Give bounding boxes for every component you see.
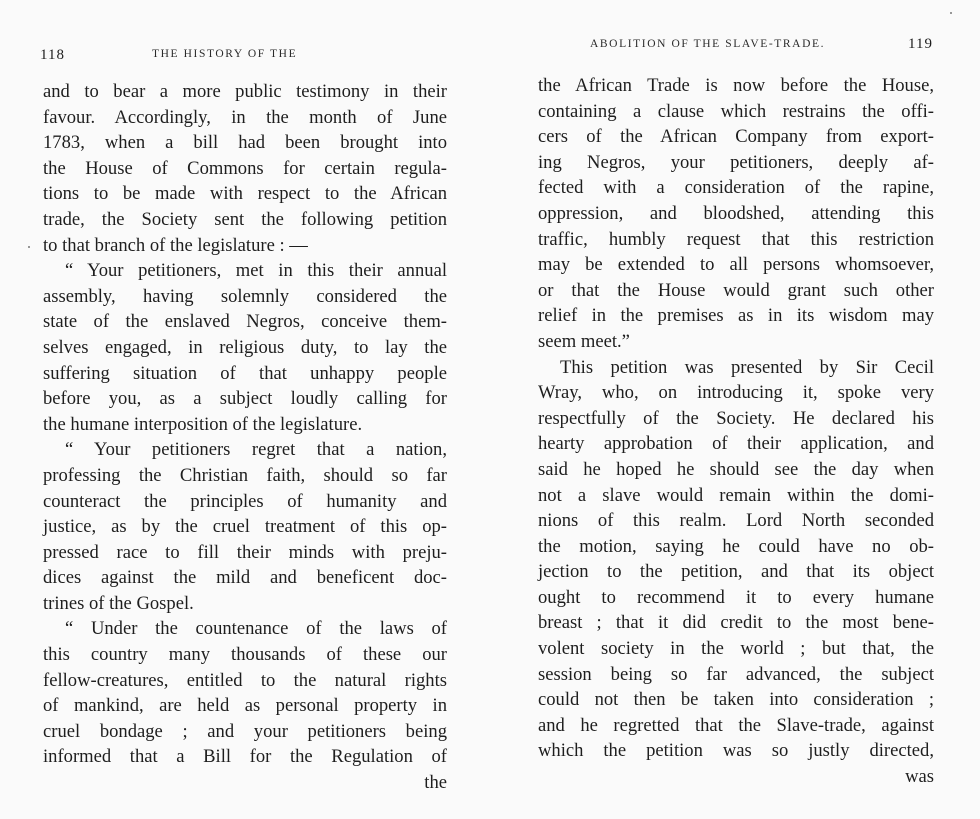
text-line: relief in the premises as in its wisdom may	[538, 305, 934, 327]
right-page	[490, 0, 980, 819]
text-line: “ Your petitioners, met in this their annual	[65, 260, 447, 282]
text-line: assembly, having solemnly considered the	[43, 285, 447, 307]
text-line: state of the enslaved Negros, conceive them-	[43, 311, 447, 333]
text-line: could not then be taken into consideration ;	[538, 689, 934, 711]
text-line: which the petition was so justly directed,	[538, 740, 934, 762]
text-line: before you, as a subject loudly calling for	[43, 388, 447, 410]
text-line: suffering situation of that unhappy people	[43, 362, 447, 384]
text-line: cers of the African Company from export-	[538, 126, 934, 148]
text-line: to that branch of the legislature : —	[43, 234, 308, 256]
text-line: jection to the petition, and that its object	[538, 561, 934, 583]
text-line: or that the House would grant such other	[538, 279, 934, 301]
text-line: ought to recommend it to every humane	[538, 586, 934, 608]
text-line: breast ; that it did credit to the most bene-	[538, 612, 934, 634]
text-line: trines of the Gospel.	[43, 592, 194, 614]
text-line: This petition was presented by Sir Cecil	[560, 356, 934, 378]
running-head-right: ABOLITION OF THE SLAVE-TRADE.	[590, 38, 826, 50]
text-line: respectfully of the Society. He declared his	[538, 407, 934, 429]
text-line: dices against the mild and beneficent doc-	[43, 567, 447, 589]
text-line: of mankind, are held as personal property in	[43, 695, 447, 717]
page-number-right: 119	[908, 36, 933, 52]
text-line: fected with a consideration of the rapine,	[538, 177, 934, 199]
body-text-right	[538, 73, 934, 790]
text-line: containing a clause which restrains the offi-	[538, 100, 934, 122]
text-line: fellow-creatures, entitled to the natural rights	[43, 669, 447, 691]
text-line: this country many thousands of these our	[43, 644, 447, 666]
text-line: session being so far advanced, the subject	[538, 663, 934, 685]
text-line: counteract the principles of humanity and	[43, 490, 447, 512]
text-line: seem meet.”	[538, 330, 630, 352]
text-line: trade, the Society sent the following petition	[43, 208, 447, 230]
text-line: traffic, humbly request that this restriction	[538, 228, 934, 250]
text-line: 1783, when a bill had been brought into	[43, 132, 447, 154]
text-line: justice, as by the cruel treatment of this op-	[43, 516, 447, 538]
text-line: ing Negros, your petitioners, deeply af-	[538, 151, 934, 173]
text-line: and to bear a more public testimony in their	[43, 81, 447, 102]
text-line: nions of this realm. Lord North seconded	[538, 510, 934, 532]
text-line: said he hoped he should see the day when	[538, 458, 934, 480]
ink-speck	[28, 246, 30, 248]
catchword: was	[905, 766, 934, 788]
page-number-left: 118	[40, 47, 65, 63]
text-line: volent society in the world ; but that, the	[538, 638, 934, 660]
text-line: “ Your petitioners regret that a nation,	[65, 439, 447, 461]
text-line: tions to be made with respect to the African	[43, 183, 447, 205]
text-line: oppression, and bloodshed, attending this	[538, 202, 934, 224]
running-head-left: THE HISTORY OF THE	[152, 48, 298, 60]
catchword: the	[424, 772, 447, 794]
text-line: cruel bondage ; and your petitioners being	[43, 720, 447, 742]
text-line: pressed race to fill their minds with preju-	[43, 541, 447, 563]
text-line: not a slave would remain within the domi-	[538, 484, 934, 506]
text-line: selves engaged, in religious duty, to lay the	[43, 336, 447, 358]
text-line: and he regretted that the Slave-trade, against	[538, 714, 934, 736]
text-line: “ Under the countenance of the laws of	[65, 618, 447, 640]
text-line: the African Trade is now before the House,	[538, 75, 934, 96]
text-line: the humane interposition of the legislature.	[43, 413, 363, 435]
text-line: informed that a Bill for the Regulation of	[43, 746, 447, 768]
text-line: the House of Commons for certain regula-	[43, 157, 447, 179]
text-line: hearty approbation of their application, and	[538, 433, 934, 455]
text-line: the motion, saying he could have no ob-	[538, 535, 934, 557]
body-text-left	[43, 79, 447, 796]
text-line: Wray, who, on introducing it, spoke very	[538, 382, 934, 404]
ink-speck	[950, 12, 952, 14]
text-line: may be extended to all persons whomsoever,	[538, 254, 934, 276]
text-line: favour. Accordingly, in the month of June	[43, 106, 447, 128]
text-line: professing the Christian faith, should so far	[43, 464, 447, 486]
